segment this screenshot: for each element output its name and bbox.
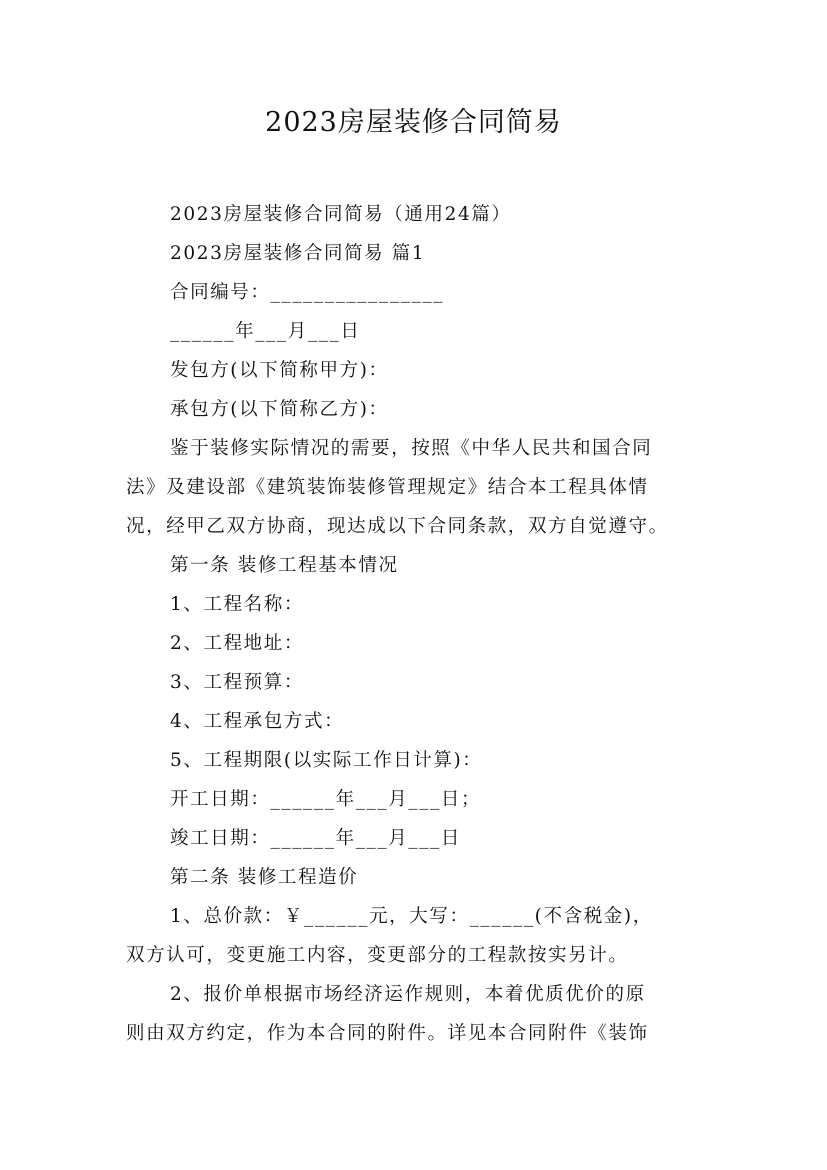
contract-method-line: 4、工程承包方式： [170, 711, 345, 732]
contract-number-line: 合同编号：________________ [170, 282, 445, 303]
quotation-line-1: 2、报价单根据市场经济运作规则，本着优质优价的原 [170, 984, 646, 1005]
article-heading: 2023房屋装修合同简易 篇1 [170, 243, 426, 264]
preamble-line-1: 鉴于装修实际情况的需要，按照《中华人民共和国合同 [170, 438, 653, 459]
total-price-line-1: 1、总价款：￥______元，大写：______(不含税金)， [170, 906, 653, 927]
project-budget-line: 3、工程预算： [170, 672, 304, 693]
party-a-line: 发包方(以下简称甲方)： [170, 360, 389, 381]
completion-date-line: 竣工日期：______年___月___日 [170, 828, 462, 849]
project-period-line: 5、工程期限(以实际工作日计算)： [170, 750, 483, 771]
start-date-line: 开工日期：______年___月___日； [170, 789, 482, 810]
section-1-heading: 第一条 装修工程基本情况 [170, 555, 399, 576]
preamble-line-3: 况，经甲乙双方协商，现达成以下合同条款，双方自觉遵守。 [126, 516, 669, 537]
party-b-line: 承包方(以下简称乙方)： [170, 399, 389, 420]
quotation-line-2: 则由双方约定，作为本合同的附件。详见本合同附件《装饰 [126, 1023, 649, 1044]
date-line: ______年___月___日 [170, 321, 361, 342]
project-address-line: 2、工程地址： [170, 633, 304, 654]
subtitle-line: 2023房屋装修合同简易（通用24篇） [170, 204, 512, 225]
document-title: 2023房屋装修合同简易 [265, 107, 562, 138]
section-2-heading: 第二条 装修工程造价 [170, 867, 359, 888]
total-price-line-2: 双方认可，变更施工内容，变更部分的工程款按实另计。 [126, 945, 629, 966]
preamble-line-2: 法》及建设部《建筑装饰装修管理规定》结合本工程具体情 [126, 477, 649, 498]
project-name-line: 1、工程名称： [170, 594, 304, 615]
